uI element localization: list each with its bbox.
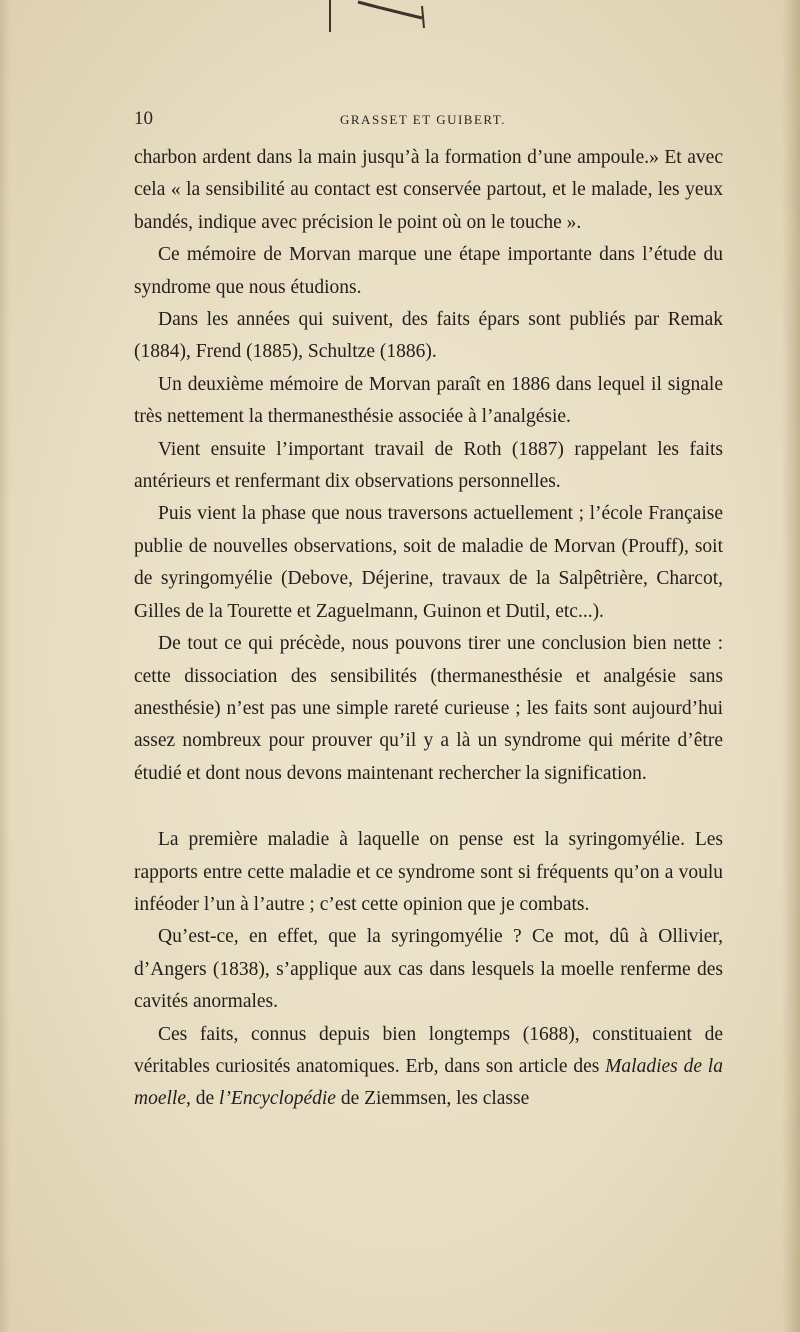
paragraph-last <box>134 1019 723 1116</box>
paragraph: Puis vient la phase que nous traversons actuellement ; l’école Française publie de nouvelles observations, soit de maladie de Morvan (Prouff), soit de syringomyélie (Debove, Déjerine, travaux de la Salpêtrière, Charcot, Gilles de la Tourette et Zaguelmann, Guinon et Dutil, etc...). <box>134 503 723 622</box>
paragraph: Vient ensuite l’important travail de Roth (1887) rappelant les faits antérieurs et renfermant dix observations personnelles. <box>134 438 723 493</box>
page-edge-shadow-left <box>0 0 10 1332</box>
paragraph: Un deuxième mémoire de Morvan paraît en 1886 dans lequel il signale très nettement la thermanesthésie associée à l’analgésie. <box>134 373 723 428</box>
paragraph: Ce mémoire de Morvan marque une étape importante dans l’étude du syndrome que nous étudions. <box>134 244 723 298</box>
paragraph: Dans les années qui suivent, des faits épars sont publiés par Remak (1884), Frend (1885), Schultze (1886). <box>134 309 723 363</box>
ink-mark-top <box>318 0 448 40</box>
paragraph: Qu’est-ce, en effet, que la syringomyélie ? Ce mot, dû à Ollivier, d’Angers (1838), s’applique aux cas dans lesquels la moelle renferme des cavités anormales. <box>134 926 723 1013</box>
text-run: de Ziemmsen, les classe <box>335 1088 530 1110</box>
paragraph: De tout ce qui précède, nous pouvons tirer une conclusion bien nette : cette dissociation des sensibilités (thermanesthésie et analgésie sans anesthésie) n’est pas une simple rareté curieuse ; les faits sont aujourd’hui assez nombreux pour prouver qu’il y a là un syndrome qui mérite d’être étudié et dont nous devons maintenant rechercher la signification. <box>134 633 723 784</box>
paragraph: La première maladie à laquelle on pense est la syringomyélie. Les rapports entre cette maladie et ce syndrome sont si fréquents qu’on a voulu inféoder l’un à l’autre ; c’est cette opinion que je combats. <box>134 829 723 915</box>
text-run: Ces faits, connus depuis bien longtemps (1688), constituaient de véritables curiosités anatomiques. Erb, dans son article des <box>134 1023 723 1077</box>
page-header <box>134 108 724 132</box>
page-number: 10 <box>134 108 153 129</box>
running-head: GRASSET ET GUIBERT. <box>340 112 507 127</box>
text-run: , de <box>185 1088 220 1110</box>
book-title-italic: l’Encyclopédie <box>219 1088 336 1110</box>
page-edge-shadow-right <box>782 0 800 1332</box>
body-text <box>134 142 723 1116</box>
book-title-italic: Maladies de la moelle <box>134 1055 723 1110</box>
paragraph: charbon ardent dans la main jusqu’à la formation d’une ampoule.» Et avec cela « la sensibilité au contact est conservée partout, et le malade, les yeux bandés, indique avec précision le point où on le touche ». <box>134 147 723 233</box>
